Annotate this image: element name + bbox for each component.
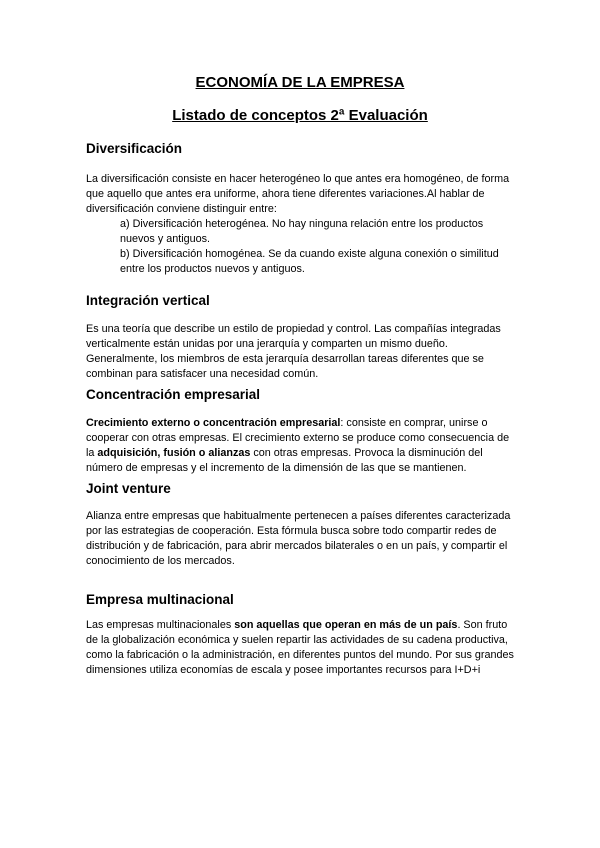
paragraph-integracion-vertical: Es una teoría que describe un estilo de propiedad y control. Las compañías integradas verticalmente están unidas por una jerarquía y comparten un mismo dueño. Generalmente, los miembros de esta jerarquía desarrollan tareas diferentes que se combinan para satisfacer una necesidad común. xyxy=(86,323,501,380)
paragraph-empresa-multinacional xyxy=(86,618,516,678)
bold-adquisicion-fusion: adquisición, fusión o alianzas xyxy=(97,447,251,459)
document-title: ECONOMÍA DE LA EMPRESA xyxy=(195,74,405,91)
heading-integracion-vertical: Integración vertical xyxy=(86,293,210,308)
list-item-diversificacion-homogenea: b) Diversificación homogénea. Se da cuando existe alguna conexión o similitud entre los productos nuevos y antiguos. xyxy=(120,248,499,275)
paragraph-joint-venture: Alianza entre empresas que habitualmente pertenecen a países diferentes caracterizada por las estrategias de cooperación. Esta fórmula busca sobre todo compartir redes de distribución y de fabricación, para abrir mercados bilaterales o en un país, y compartir el conocimiento de los mercados. xyxy=(86,510,511,567)
text-multinacional-part-2: . Son fruto de la globalización económica y suelen repartir las actividades de su cadena productiva, como la fabricación o la administración, en diferentes puntos del mundo. Por sus grandes dimensiones utiliza economías de escala y posee importantes recursos para I+D+i xyxy=(86,619,514,676)
heading-concentracion-empresarial: Concentración empresarial xyxy=(86,387,261,402)
bold-operan-mas-de-un-pais: son aquellas que operan en más de un país xyxy=(234,619,458,631)
document-subtitle: Listado de conceptos 2ª Evaluación xyxy=(172,107,428,124)
list-item-diversificacion-heterogenea: a) Diversificación heterogénea. No hay ninguna relación entre los productos nuevos y antiguos. xyxy=(120,218,484,245)
heading-diversificacion: Diversificación xyxy=(86,141,183,156)
text-concentracion-part-2: con otras empresas. Provoca la disminución del número de empresas y el incremento de la dimensión de las que se mantienen. xyxy=(86,447,483,474)
heading-joint-venture: Joint venture xyxy=(86,481,171,496)
text-concentracion-part-1: : consiste en comprar, unirse o cooperar con otras empresas. El crecimiento externo se produce como consecuencia de la xyxy=(86,417,510,459)
heading-empresa-multinacional: Empresa multinacional xyxy=(86,592,234,607)
bold-crecimiento-externo: Crecimiento externo o concentración empresarial xyxy=(86,417,341,429)
paragraph-concentracion-empresarial xyxy=(86,416,516,476)
paragraph-diversificacion: La diversificación consiste en hacer heterogéneo lo que antes era homogéneo, de forma que aquello que antes era uniforme, ahora tiene diferentes variaciones.Al hablar de diversificación conviene distinguir entre: xyxy=(86,173,510,215)
text-multinacional-part-1: Las empresas multinacionales xyxy=(86,619,235,631)
